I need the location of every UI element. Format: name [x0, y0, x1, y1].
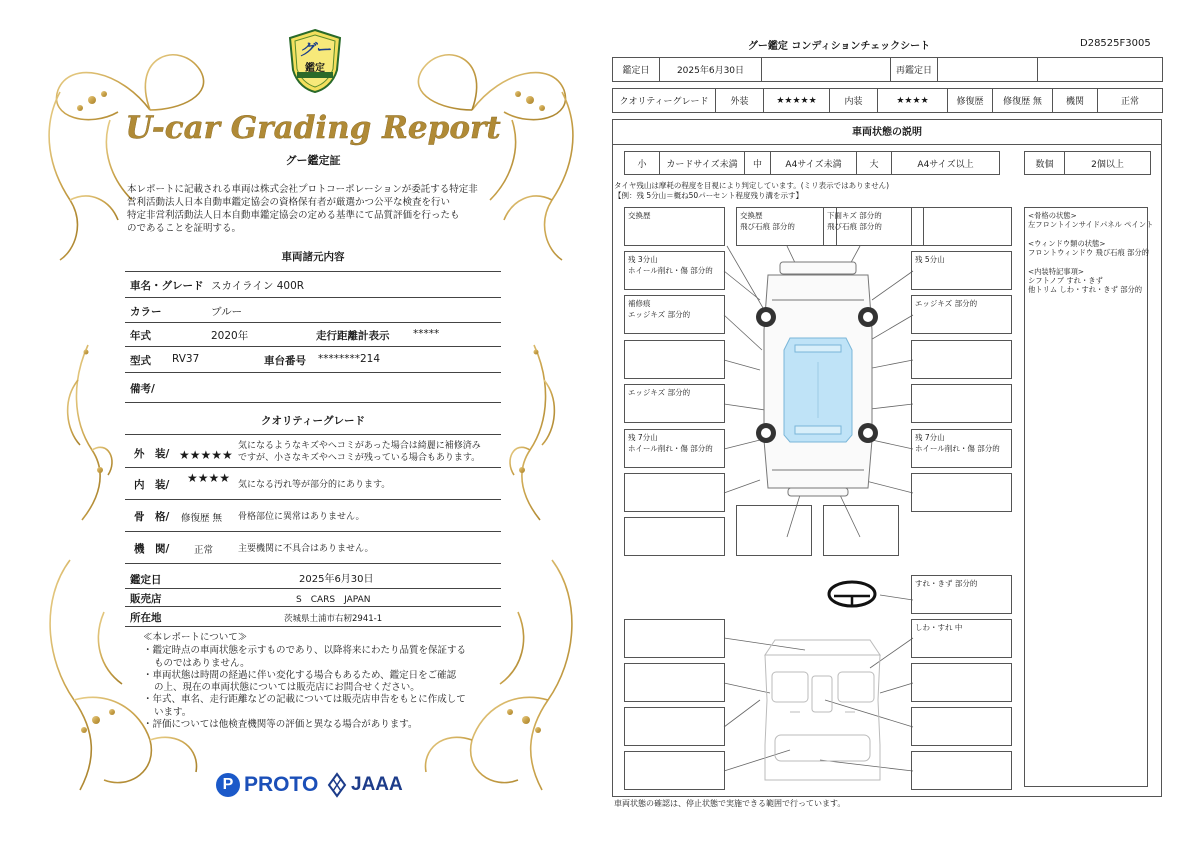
callout-box [911, 251, 1012, 290]
intro-line: 営利活動法人日本自動車鑑定協会の資格保有者が厳選かつ公平な検査を行い [127, 197, 451, 208]
divider [125, 346, 501, 347]
note-item: ・評価については他検査機関等の評価と異なる場合があります。 [143, 719, 418, 731]
callout-box [911, 429, 1012, 468]
callout-box [911, 619, 1012, 658]
address-label: 所在地 [130, 612, 162, 624]
callout-line-2: ホイール削れ・傷 部分的 [915, 444, 1000, 453]
callout-box [624, 663, 725, 702]
condition-check-sheet [600, 0, 1200, 848]
dealer-label: 販売店 [130, 593, 162, 605]
year-label: 年式 [130, 330, 151, 342]
special-notes-box [1024, 207, 1154, 787]
callout-box [624, 251, 725, 290]
callout-line-1: すれ・きず 部分的 [915, 579, 978, 588]
callout-box [911, 207, 1012, 246]
report-notes [143, 632, 493, 731]
callout-box [624, 340, 725, 379]
quality-section-title: クオリティーグレード [261, 415, 365, 427]
callout-box [624, 295, 725, 334]
car-interior-view [765, 640, 880, 780]
note-item: ・車両状態は時間の経過に伴い変化する場合もあるため、鑑定日をご確認 の上、現在の車両状態については販売店にお問合せください。 [143, 669, 457, 694]
divider [125, 467, 501, 468]
divider [125, 531, 501, 532]
interior-label: 内装 [830, 89, 878, 113]
remarks-label: 備考/ [130, 383, 155, 395]
jaaa-mark-icon [328, 773, 346, 797]
car-top-view [764, 262, 872, 496]
jaaa-logo [328, 772, 403, 798]
frame-label: 骨 格/ [134, 511, 170, 523]
car-name-label: 車名・グレード [130, 280, 204, 292]
callout-line-1: しわ・すれ 中 [915, 623, 963, 632]
divider [125, 499, 501, 500]
exterior-desc-line: 気になるようなキズやヘコミがあった場合は綺麗に補修済み [238, 441, 481, 451]
intro-line: 本レポートに記載される車両は株式会社プロトコーポレーションが委託する特定非 [127, 184, 478, 195]
engine-label: 機関 [1053, 89, 1098, 113]
chassis-label: 車台番号 [264, 355, 306, 367]
exterior-stars: ★★★★★ [764, 89, 830, 113]
divider [125, 606, 501, 607]
quality-grade-label: クオリティーグレード [613, 89, 716, 113]
date-label: 鑑定日 [613, 58, 660, 82]
callout-line-1: 残 7分山 [628, 433, 658, 442]
callout-line-1: 交換歴 [740, 211, 763, 220]
callout-box [736, 505, 812, 556]
repair-history-label: 修復歴 [948, 89, 993, 113]
callout-line-2: 飛び石痕 部分的 [827, 222, 882, 231]
callout-line-2: ホイール削れ・傷 部分的 [628, 444, 713, 453]
model-value: RV37 [172, 353, 200, 365]
callout-box [823, 505, 899, 556]
callout-box [624, 473, 725, 512]
callout-box [911, 340, 1012, 379]
interior-description: 気になる汚れ等が部分的にあります。 [238, 480, 391, 490]
divider [125, 372, 501, 373]
callout-box [624, 429, 725, 468]
engine-value: 正常 [1098, 89, 1163, 113]
size-small-desc: カードサイズ未満 [660, 152, 745, 175]
date-value: 2025年6月30日 [660, 58, 762, 82]
emblem-text-goo: グー [298, 40, 331, 59]
frame-notes-value: 左フロントインサイドパネル ペイント [1028, 220, 1154, 230]
callout-line-1: 交換歴 [628, 211, 651, 220]
script-title-text: U-car Grading Report [125, 110, 501, 146]
callout-box [624, 707, 725, 746]
appraisal-date-value: 2025年6月30日 [299, 574, 374, 585]
callout-line-1: 残 5分山 [915, 255, 945, 264]
callout-box [911, 384, 1012, 423]
exterior-label: 外 装/ [134, 448, 170, 460]
exterior-label: 外装 [716, 89, 764, 113]
mileage-label: 走行距離計表示 [316, 330, 390, 342]
goo-emblem [287, 28, 343, 94]
interior-notes-value: 他トリム しわ・すれ・きず 部分的 [1028, 285, 1143, 295]
note-item: ・鑑定時点の車両状態を示すものであり、以降将来にわたり品質を保証する ものではありません。 [143, 645, 467, 669]
callout-box [911, 295, 1012, 334]
callout-box [624, 751, 725, 790]
callout-box [624, 207, 725, 246]
panel-title: 車両状態の説明 [613, 120, 1161, 145]
divider [125, 271, 501, 272]
mileage-value: ***** [413, 328, 440, 340]
callout-line-1: 残 3分山 [628, 255, 658, 264]
address-value: 茨城県土浦市右籾2941-1 [284, 614, 383, 624]
window-notes-value: フロントウィンドウ 飛び石痕 部分的 [1028, 248, 1149, 258]
engine-label: 機 関/ [134, 543, 170, 555]
emblem-text-kantei: 鑑定 [305, 63, 325, 74]
car-name-value: スカイライン 400R [211, 280, 305, 292]
callout-box [624, 619, 725, 658]
year-value: 2020年 [211, 330, 249, 342]
steering-wheel-icon [829, 582, 875, 606]
interior-notes-heading: <内装特記事項> [1028, 266, 1085, 276]
proto-logo-text: PROTO [244, 773, 319, 796]
color-label: カラー [130, 306, 162, 318]
count-label: 数個 [1025, 152, 1065, 175]
model-label: 型式 [130, 355, 151, 367]
window-notes-heading: <ウィンドウ類の状態> [1028, 238, 1106, 248]
divider [125, 588, 501, 589]
proto-mark-icon: P [216, 773, 240, 797]
tire-note-line: タイヤ残山は摩耗の程度を目視により判定しています。(ミリ表示ではありません) [614, 181, 890, 190]
intro-line: 特定非営利活動法人日本自動車鑑定協会の定める基準にて品質評価を行ったも [127, 210, 460, 221]
sheet-footer: 車両状態の確認は、停止状態で実施できる範囲で行っています。 [614, 799, 846, 808]
document-number: D28525F3005 [1080, 38, 1151, 49]
exterior-stars: ★★★★★ [179, 448, 233, 462]
chassis-value: ********214 [318, 353, 381, 365]
count-desc: 2個以上 [1065, 152, 1151, 175]
size-medium-desc: A4サイズ未満 [771, 152, 857, 175]
engine-description: 主要機関に不具合はありません。 [238, 544, 374, 554]
callout-line-1: エッジキズ 部分的 [915, 299, 978, 308]
callout-line-1: エッジキズ 部分的 [628, 388, 691, 397]
divider [125, 322, 501, 323]
appraisal-date-label: 鑑定日 [130, 574, 162, 586]
divider [125, 434, 501, 435]
callout-box [911, 663, 1012, 702]
sheet-title: グー鑑定 コンディションチェックシート [747, 41, 931, 52]
callout-box [911, 707, 1012, 746]
dealer-value: S CARS JAPAN [296, 595, 371, 605]
script-title [125, 102, 501, 152]
interior-stars: ★★★★ [187, 471, 231, 485]
frame-description: 骨格部位に異常はありません。 [238, 512, 365, 522]
certificate-intro [127, 183, 495, 235]
callout-line-2: エッジキズ 部分的 [628, 310, 691, 319]
notes-heading: ≪本レポートについて≫ [143, 632, 248, 643]
divider [125, 626, 501, 627]
callout-line-1: 残 7分山 [915, 433, 945, 442]
repair-history-value: 修復歴 無 [993, 89, 1053, 113]
exterior-desc-line: ですが、小さなキズやヘコミが残っている場合もあります。 [238, 453, 481, 463]
exterior-description [238, 440, 502, 464]
intro-line: のであることを証明する。 [127, 223, 242, 234]
size-large: 大 [857, 152, 892, 175]
certificate-title: グー鑑定証 [285, 154, 341, 167]
size-medium: 中 [745, 152, 771, 175]
color-value: ブルー [211, 306, 243, 318]
reappraisal-label: 再鑑定日 [891, 58, 938, 82]
callout-box [911, 473, 1012, 512]
size-small: 小 [625, 152, 660, 175]
divider [125, 297, 501, 298]
divider [125, 402, 501, 403]
callout-box [624, 517, 725, 556]
callout-line-2: ホイール削れ・傷 部分的 [628, 266, 713, 275]
callout-box [823, 207, 924, 246]
interior-notes-value: シフトノブ すれ・きず [1028, 276, 1103, 286]
callout-box [911, 575, 1012, 614]
proto-logo [216, 772, 318, 798]
callout-box [736, 207, 837, 246]
engine-value: 正常 [194, 545, 214, 556]
note-item: ・年式、車名、走行距離などの記載については販売店申告をもとに作成して います。 [143, 694, 466, 718]
callout-line-2: 飛び石痕 部分的 [740, 222, 795, 231]
callout-box [624, 384, 725, 423]
frame-value: 修復歴 無 [181, 513, 223, 524]
divider [125, 563, 501, 564]
spec-section-title: 車両諸元内容 [281, 251, 345, 263]
callout-line-1: 補修痕 [628, 299, 651, 308]
size-large-desc: A4サイズ以上 [892, 152, 1000, 175]
frame-notes-heading: <骨格の状態> [1028, 211, 1077, 220]
interior-stars: ★★★★ [878, 89, 948, 113]
callout-box [911, 751, 1012, 790]
jaaa-logo-text: JAAA [351, 774, 403, 795]
interior-label: 内 装/ [134, 479, 170, 491]
tire-note-line: 【例：残 5分山＝概ね50パーセント程度残り溝を示す】 [614, 190, 804, 200]
callout-line-1: 下面キズ 部分的 [827, 211, 882, 220]
